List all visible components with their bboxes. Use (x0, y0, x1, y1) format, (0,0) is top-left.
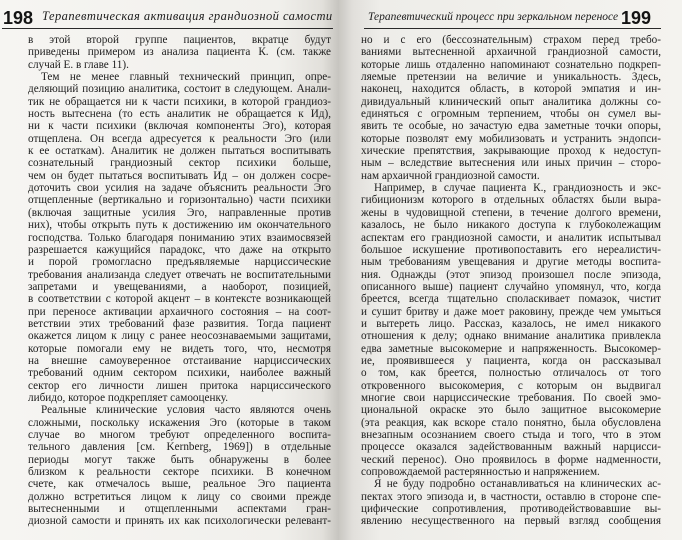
text-line: к ее остаткам). Аналитик не должен пытаться воспитывать (28, 145, 331, 158)
text-line: которые лишь отдаленно напоминают сознательно подкреп- (361, 58, 661, 71)
text-line: случай Е. в главе 11). (28, 58, 129, 71)
text-line: отщепленные (вертикально и горизонтально) части психики (28, 194, 331, 207)
text-line: ным требованиям увещевания и другие методы воспита- (361, 256, 661, 269)
text-line: окажется лицом к лицу с ранее неосознаваемыми защитами, (28, 330, 331, 343)
text-line: сознательный грандиозный сектор психики больше, (28, 157, 331, 170)
text-line: Реальные клинические условия часто являются очень (41, 404, 331, 417)
text-line: многие свои нарциссические требования. По своей эмо- (361, 391, 661, 404)
text-line: и вытереть лицо. Рассказ, казалось, не имел никакого (361, 317, 661, 330)
text-line: сложными, поскольку искажения Эго (которые в таком (28, 416, 331, 429)
text-line: (эта реакция, как вскоре стало понятно, была обусловлена (361, 416, 661, 429)
text-line: внезапным осознанием своего стыда и того, что в этом (361, 429, 661, 441)
text-line: чем он будет пытаться воспитывать Ид – он должен сосре- (28, 169, 331, 182)
text-line: хические препятствия, закрывающие проход к недоступ- (361, 145, 661, 158)
left-page (0, 0, 339, 540)
text-line: циональной окраске это было защитное высокомерие (361, 404, 661, 417)
page-body (28, 34, 331, 528)
text-line: в соответствии с которой акцент – в контексте возникающей (28, 293, 331, 306)
text-line: на внешне самоуверенное отстаивание нарциссических (28, 354, 331, 367)
text-line: требования анализанда следует отвечать не воспитательными (28, 268, 331, 281)
text-line: едва заметные высокомерие и напряженность. Высокомер- (361, 342, 661, 355)
text-line: о том, как бреется, полностью отличалось от того (361, 367, 661, 380)
text-line: требований одним сектором психики, наиболее важный (28, 367, 331, 380)
text-line: которые позволят ему мобилизовать и устранить эндопси- (361, 132, 661, 145)
text-line: ие, проявившееся у пациента, когда он рассказывал (361, 354, 661, 367)
page-number: 198 (3, 8, 34, 28)
text-line: ния. Однажды (этот эпизод произошел после эпизода, (361, 268, 661, 281)
text-line: пектах этого эпизода и, в частности, оставлю в стороне спе- (361, 490, 661, 503)
page-body (361, 34, 661, 528)
text-line: большое искушение противопоставить его нереалистич- (361, 243, 661, 256)
text-line: казалось, не было никакого доступа к глубоколежащим (361, 219, 661, 232)
text-line: отношения к делу; однако внимание аналитика привлекла (361, 330, 661, 343)
text-line: периоды могут также быть обнаружены в более (28, 453, 331, 466)
text-line: приведены примером из анализа пациента К. (см. также (28, 46, 331, 59)
text-line: счете, как отмечалось выше, реальное Эго пациента (28, 478, 331, 491)
text-line: ным – вследствие вытеснения или иных причин – сторо- (361, 157, 661, 170)
text-line: либидо, которое подкрепляет самооценку. (28, 391, 228, 404)
right-page (339, 0, 682, 540)
text-line: которые помогали ему не видеть того, что, несмотря (28, 342, 331, 355)
header-rule (364, 28, 661, 29)
running-head: Терапевтический процесс при зеркальном переносе (368, 11, 619, 23)
text-line: (включая защитные усилия Эго, направленные против (28, 206, 331, 219)
text-line: но и с его (бессознательным) страхом перед требо- (361, 34, 661, 46)
text-line: ветствии этих требований фазе развития. Тогда пациент (28, 317, 331, 330)
text-line: Тем не менее главный технический принцип, опре- (41, 71, 331, 84)
text-line: тик не обращается ни к части психики, в которой грандиоз- (28, 95, 331, 108)
text-line: в этой второй группе пациентов, вкратце будут (28, 34, 331, 46)
text-line: явлению несущественного на первый взгляд сообщения (361, 515, 661, 528)
text-line: процессе оказался задействованным важный нарцисси- (361, 441, 661, 454)
text-line: Например, в случае пациента К., грандиозность и экс- (374, 182, 661, 195)
text-line: гибиционизм которого в отдельных областях были выра- (361, 194, 661, 207)
text-line: ни к части психики (включая компоненты Эго), которая (28, 120, 331, 133)
text-line: ваниями вытесненной архаичной грандиозной самости, (361, 46, 661, 59)
text-line: описанного выше) пациент случайно упомянул, что, когда (361, 280, 661, 293)
text-line: вытесненными и отщепленными аспектами гран- (28, 503, 331, 516)
text-line: жены в чудовищной степени, в течение долгого времени, (361, 206, 661, 219)
text-line: диозной самости и принять их как психологически релевант- (28, 515, 331, 528)
page-number: 199 (621, 8, 652, 28)
text-line: доточить свои усилия на задаче объяснить реальности Эго (28, 182, 331, 195)
text-line: должно встретиться лицом к лицу со своими прежде (28, 490, 331, 503)
text-line: ческий перенос). Оно проявилось в форме надменности, (361, 453, 661, 466)
text-line: и порой громогласно предъявляемые нарциссические (28, 256, 331, 269)
text-line: аспектам его грандиозной самости, и аналитик испытывал (361, 231, 661, 244)
header-rule (2, 28, 333, 29)
text-line: нам архаичной грандиозной самости. (361, 169, 540, 182)
text-line: явить те особые, но зачастую едва заметные точки опоры, (361, 120, 661, 133)
text-line: деляющий позицию аналитика, состоит в следующем. Анали- (28, 83, 331, 96)
text-line: тельного давления [см. Kernberg, 1969]) в отдельные (28, 441, 331, 454)
text-line: и сушит бритву и даже моет раковину, прежде чем умыться (361, 305, 661, 318)
text-line: дивидуальный клинический опыт аналитика должны со- (361, 95, 661, 108)
text-line: случае во многом требуют определенного воспита- (28, 429, 331, 441)
text-line: близком к реальности секторе психики. В конечном (28, 466, 331, 479)
text-line: господства. Только благодаря пониманию этих взаимосвязей (28, 231, 331, 244)
running-head: Терапевтическая активация грандиозной самости (42, 9, 333, 23)
text-line: отщеплена. Он всегда адресуется к реальности Эго (или (28, 132, 331, 145)
text-line: наконец, находится область, в которой эмпатия и ин- (361, 83, 661, 96)
text-line: сопровождаемой растерянностью и напряжением. (361, 466, 600, 479)
text-line: Я не буду подробно останавливаться на клинических ас- (374, 478, 661, 491)
text-line: сектор его личности лишен притока нарциссического (28, 379, 331, 392)
text-line: ность вытеснена (то есть аналитик не обращается к Ид), (28, 108, 331, 121)
text-line: единяться с огромным терпением, чтобы он сумел вы- (361, 108, 661, 121)
text-line: запретами и увещеваниями, а наоборот, позицией, (28, 280, 331, 293)
text-line: ляемые претензии на величие и уникальность. Здесь, (361, 71, 661, 84)
text-line: бреется, всегда тщательно споласкивает помазок, чистит (361, 293, 661, 306)
text-line: них), чтобы открыть путь к достижению им окончательного (28, 219, 331, 232)
text-line: разрешается кажущийся парадокс, что даже на открыто (28, 243, 331, 256)
text-line: откровенного высокомерия, с которым он выдвигал (361, 379, 661, 392)
text-line: цифические сопротивления, противодействовавшие вы- (361, 503, 661, 516)
text-line: при переносе активации архаичного состояния – на соот- (28, 305, 331, 318)
